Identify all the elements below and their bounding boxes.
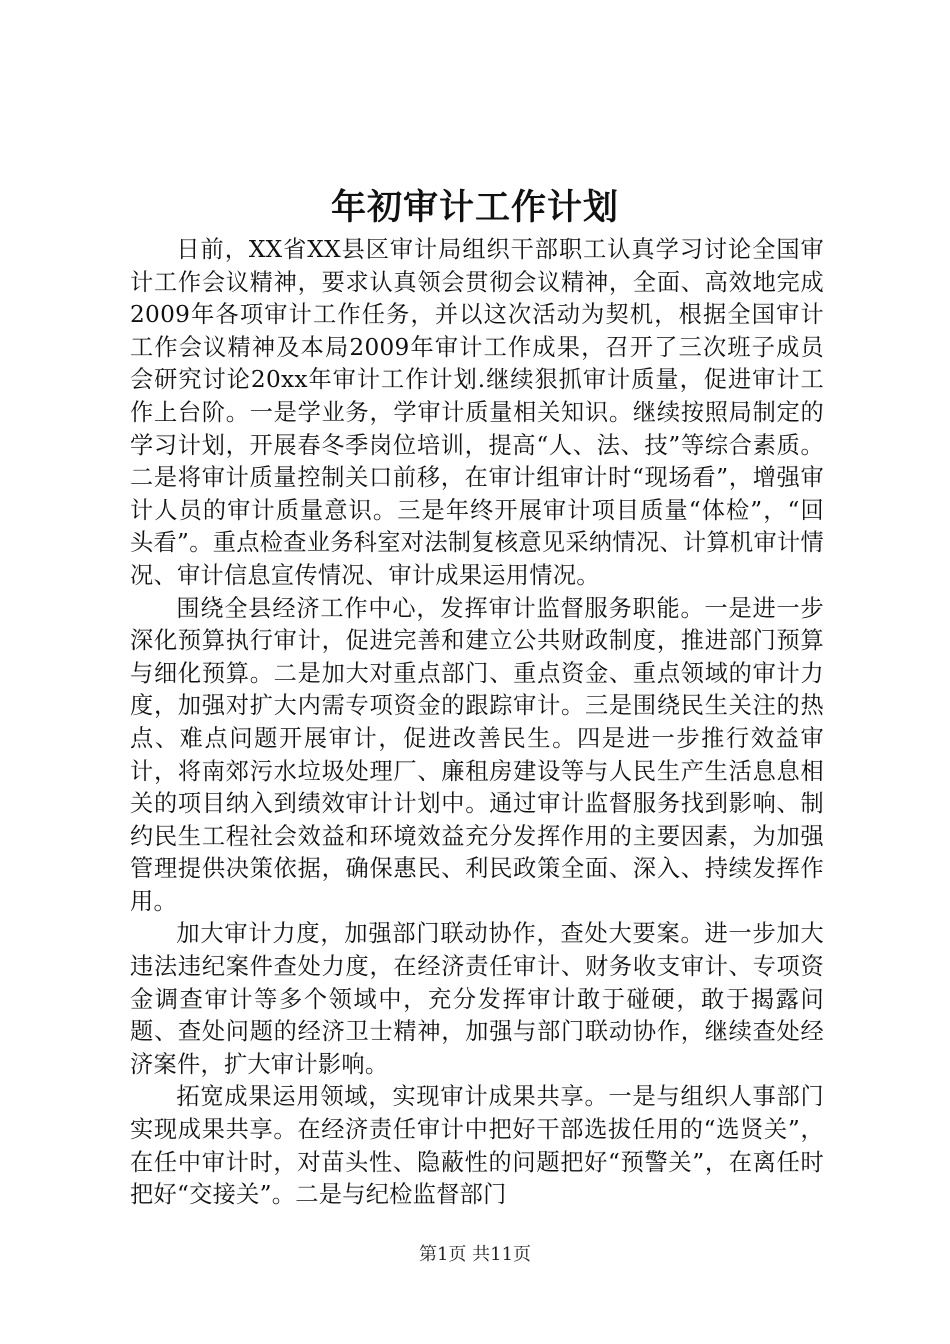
document-title: 年初审计工作计划	[330, 187, 619, 228]
page-number-footer: 第1页 共11页	[418, 1244, 532, 1265]
paragraph: 加大审计力度，加强部门联动协作，查处大要案。进一步加大违法违纪案件查处力度，在经济责任审计、财务收支审计、专项资金调查审计等多个领域中，充分发挥审计敢于碰硬，敢于揭露问题、查处问题的经济卫士精神，加强与部门联动协作，继续查处经济案件，扩大审计影响。	[130, 920, 824, 1078]
paragraph: 拓宽成果运用领域，实现审计成果共享。一是与组织人事部门实现成果共享。在经济责任审计中把好干部选拔任用的“选贤关”，在任中审计时，对苗头性、隐蔽性的问题把好“预警关”，在离任时把好“交接关”。二是与纪检监督部门	[130, 1083, 824, 1209]
document-body	[130, 234, 824, 1212]
paragraph: 围绕全县经济工作中心，发挥审计监督服务职能。一是进一步深化预算执行审计，促进完善和建立公共财政制度，推进部门预算与细化预算。二是加大对重点部门、重点资金、重点领域的审计力度，加强对扩大内需专项资金的跟踪审计。三是围绕民生关注的热点、难点问题开展审计，促进改善民生。四是进一步推行效益审计，将南郊污水垃圾处理厂、廉租房建设等与人民生产生活息息相关的项目纳入到绩效审计计划中。通过审计监督服务找到影响、制约民生工程社会效益和环境效益充分发挥作用的主要因素，为加强管理提供决策依据，确保惠民、利民政策全面、深入、持续发挥作用。	[130, 594, 824, 915]
paragraph: 日前，XX省XX县区审计局组织干部职工认真学习讨论全国审计工作会议精神，要求认真领会贯彻会议精神，全面、高效地完成2009年各项审计工作任务，并以这次活动为契机，根据全国审计工作会议精神及本局2009年审计工作成果，召开了三次班子成员会研究讨论20xx年审计工作计划.继续狠抓审计质量，促进审计工作上台阶。一是学业务，学审计质量相关知识。继续按照局制定的学习计划，开展春冬季岗位培训，提高“人、法、技”等综合素质。二是将审计质量控制关口前移，在审计组审计时“现场看”，增强审计人员的审计质量意识。三是年终开展审计项目质量“体检”，“回头看”。重点检查业务科室对法制复核意见采纳情况、计算机审计情况、审计信息宣传情况、审计成果运用情况。	[130, 236, 824, 589]
